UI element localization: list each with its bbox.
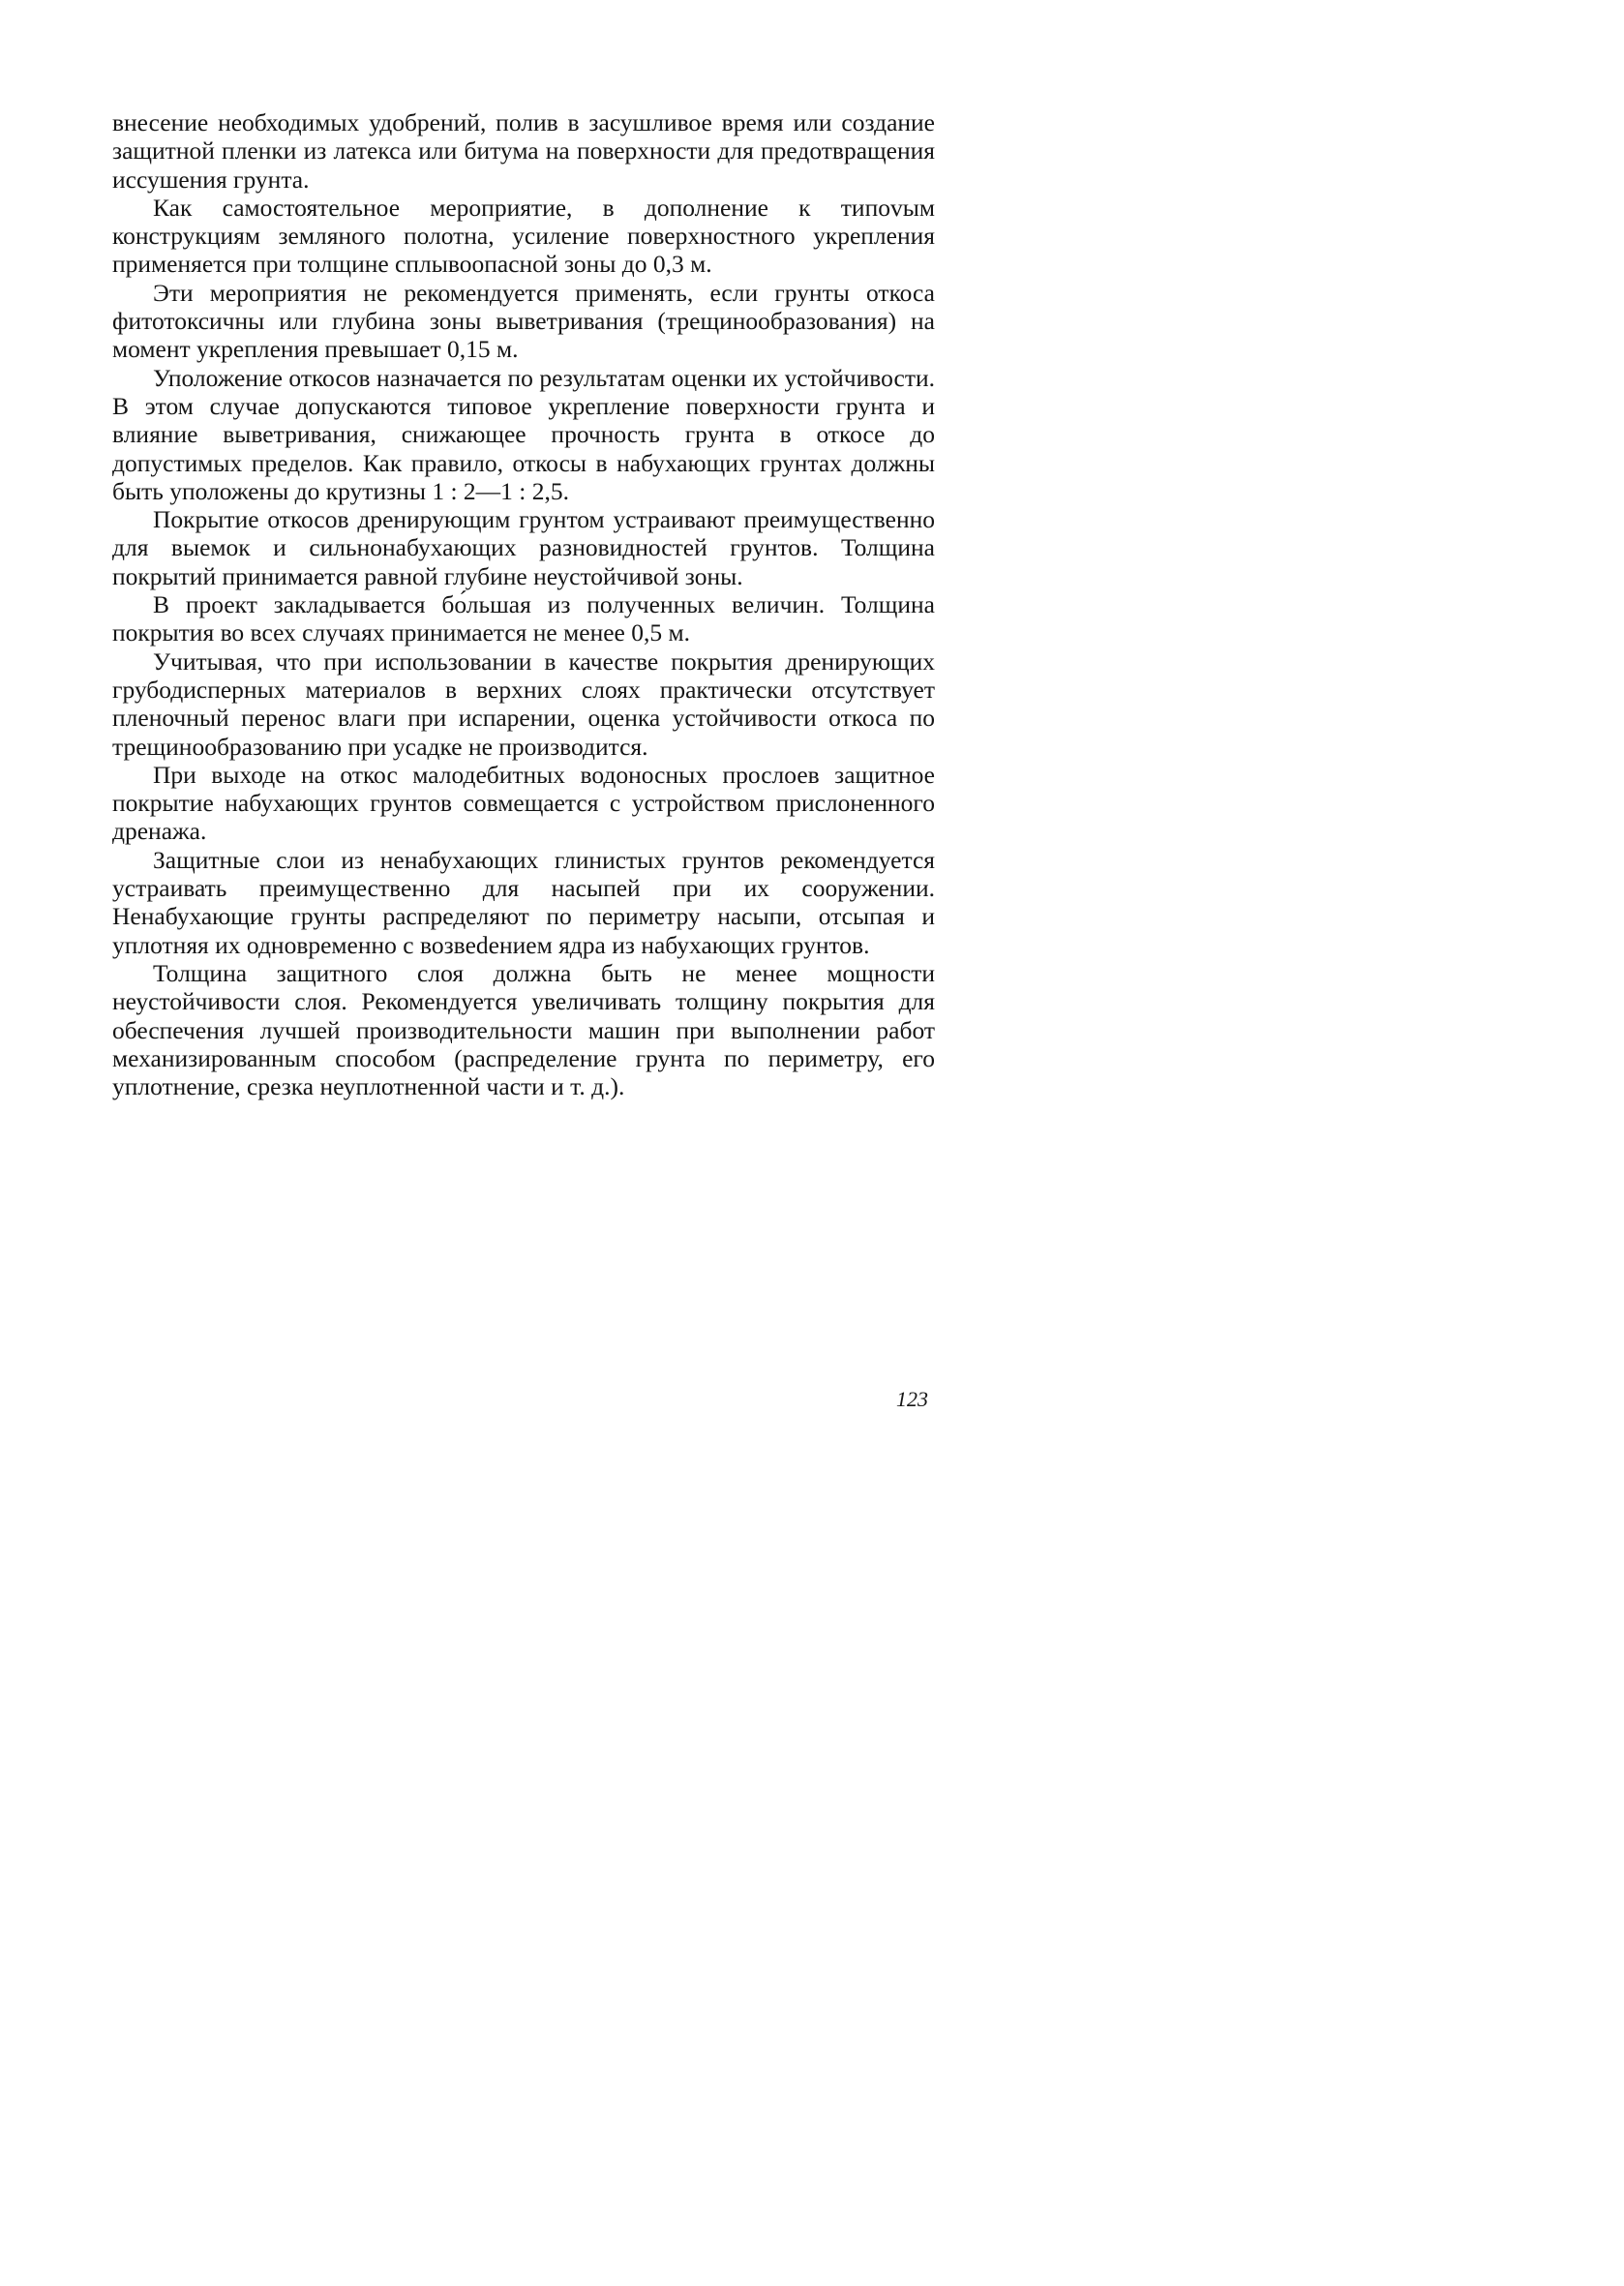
paragraph-8: При выходе на откос малодебитных водоносных прослоев защитное покрытие набухающих грунтов совмещается с устройством прислоненного дренажа. xyxy=(112,760,935,846)
paragraph-6: В проект закладывается бо́льшая из полученных величин. Толщина покрытия во всех случаях принимается не менее 0,5 м. xyxy=(112,590,935,647)
body-text xyxy=(112,108,935,1100)
paragraph-1: внесение необходимых удобрений, полив в засушливое время или создание защитной пленки из латекса или битума на поверхности для предотвращения иссушения грунта. xyxy=(112,108,935,194)
paragraph-7: Учитывая, что при использовании в качестве покрытия дренирующих грубодисперных материалов в верхних слоях практически отсутствует пленочный перенос влаги при испарении, оценка устойчивости откоса по трещинообразованию при усадке не производится. xyxy=(112,647,935,761)
paragraph-3: Эти мероприятия не рекомендуется применять, если грунты откоса фитотоксичны или глубина зоны выветривания (трещинообразования) на момент укрепления превышает 0,15 м. xyxy=(112,278,935,364)
paragraph-5: Покрытие откосов дренирующим грунтом устраивают преимущественно для выемок и сильнонабухающих разновидностей грунтов. Толщина покрытий принимается равной глубине неустойчивой зоны. xyxy=(112,505,935,590)
paragraph-10: Толщина защитного слоя должна быть не менее мощности неустойчивости слоя. Рекомендуется увеличивать толщину покрытия для обеспечения лучшей производительности машин при выполнении работ механизированным способом (распределение грунта по периметру, его уплотнение, срезка неуплотненной части и т. д.). xyxy=(112,958,935,1101)
paragraph-4: Уположение откосов назначается по результатам оценки их устойчивости. В этом случае допускаются типовое укрепление поверхности грунта и влияние выветривания, снижающее прочность грунта в откосе до допустимых пределов. Как правило, откосы в набухающих грунтах должны быть уположены до крутизны 1 : 2—1 : 2,5. xyxy=(112,363,935,505)
document-page xyxy=(0,0,1079,1518)
page-number: 123 xyxy=(896,1387,928,1411)
paragraph-2: Как самостоятельное мероприятие, в дополнение к типоvым конструкциям земляного полотна, усиление поверхностного укрепления применяется при толщине сплывоопасной зоны до 0,3 м. xyxy=(112,193,935,279)
paragraph-9: Защитные слои из ненабухающих глинистых грунтов рекомендуется устраивать преимущественно для насыпей при их сооружении. Ненабухающие грунты распределяют по периметру насыпи, отсыпая и уплотняя их одновременно с возвеdением ядра из набухающих грунтов. xyxy=(112,845,935,959)
